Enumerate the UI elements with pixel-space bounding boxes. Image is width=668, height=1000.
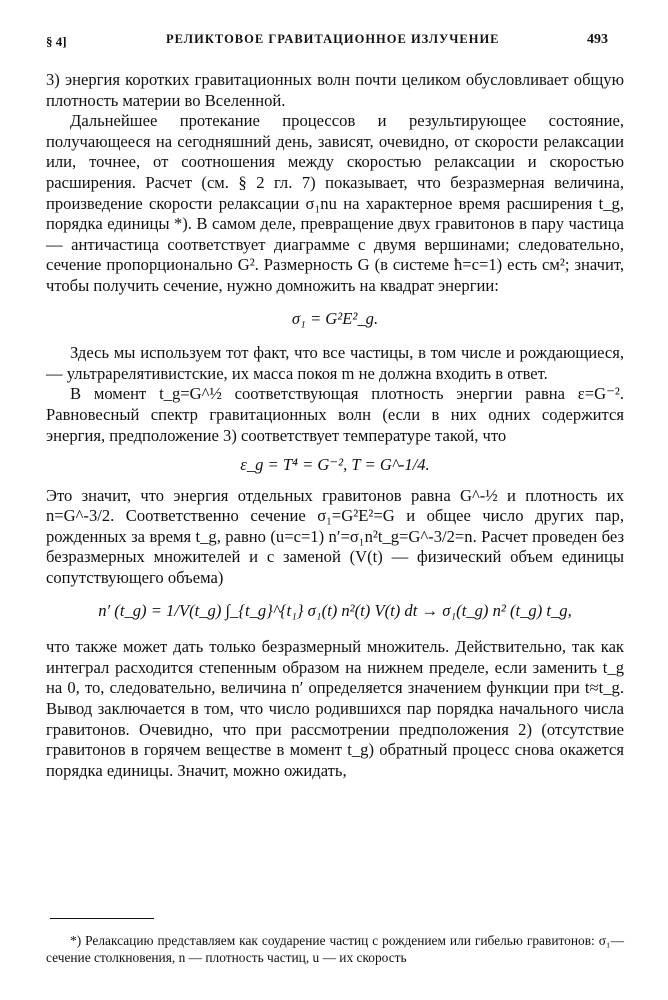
footnote-text: *) Релаксацию представляем как соударение частиц с рождением или гибелью гравитонов: σ₁— сечение столкновения, n — плотность частиц, u — их скорость: [46, 933, 624, 965]
footnote: [46, 932, 624, 966]
paragraph-5: Это значит, что энергия отдельных гравитонов равна G^-½ и плотность их n=G^-3/2. Соответственно сечение σ₁=G²E²=G и общее число других пар, рожденных за время t_g, равно (u=c=1) n′=σ₁n²t_g=G^-3/2=n. Расчет проведен без безразмерных множителей и с заменой (V(t) — физический объем единицы сопутствующего объема): [46, 485, 624, 588]
paragraph-3: Здесь мы используем тот факт, что все частицы, в том числе и рождающиеся,— ультрарелятивистские, их масса покоя m не должна входить в ответ.: [46, 343, 624, 383]
paragraph-4: В момент t_g=G^½ соответствующая плотность энергии равна ε=G⁻². Равновесный спектр гравитационных волн (если в них одних содержится энергия, предположение 3) соответствует температуре такой, что: [46, 384, 624, 445]
formula-temperature: ε_g = T⁴ = G⁻², T = G^-1/4.: [240, 455, 430, 475]
running-title: РЕЛИКТОВОЕ ГРАВИТАЦИОННОЕ ИЗЛУЧЕНИЕ: [166, 32, 500, 46]
paragraph-1: 3) энергия коротких гравитационных волн почти целиком обусловливает общую плотность материи во Вселенной.: [46, 70, 624, 110]
formula-cross-section: σ₁ = G²E²_g.: [291, 308, 379, 328]
paragraph-2: Дальнейшее протекание процессов и результирующее состояние, получающееся на сегодняшний день, зависят, очевидно, от скорости релаксации или, точнее, от соотношения между скоростью релаксации и скоростью расширения. Расчет (см. § 2 гл. 7) показывает, что безразмерная величина, произведение скорости релаксации σ₁nu на характерное время расширения t_g, порядка единицы *). В самом деле, превращение двух гравитонов в пару частица — античастица соответствует диаграмме с двумя вершинами; следовательно, сечение пропорционально G². Размерность G (в системе ħ=c=1) есть см²; значит, чтобы получить сечение, нужно домножить на квадрат энергии:: [46, 111, 624, 295]
paragraph-6: что также может дать только безразмерный множитель. Действительно, так как интеграл расходится степенным образом на нижнем пределе, если заменить t_g на 0, то, следовательно, величина n′ определяется значением функции при t≈t_g. Вывод заключается в том, что число родившихся пар порядка начального числа гравитонов. Очевидно, что при рассмотрении предположения 2) (отсутствие гравитонов в горячем веществе в момент t_g) обратный процесс снова окажется порядка единицы. Значит, можно ожидать,: [46, 637, 624, 780]
footnote-rule: [50, 918, 154, 919]
section-marker: § 4]: [46, 34, 67, 49]
running-header: [46, 30, 608, 50]
formula-pair-integral: n′ (t_g) = 1/V(t_g) ∫_{t_g}^{t₁} σ₁(t) n²(t) V(t) dt → σ₁(t_g) n² (t_g) t_g,: [98, 600, 572, 620]
main-text: [46, 70, 624, 781]
page-number: 493: [587, 32, 608, 47]
